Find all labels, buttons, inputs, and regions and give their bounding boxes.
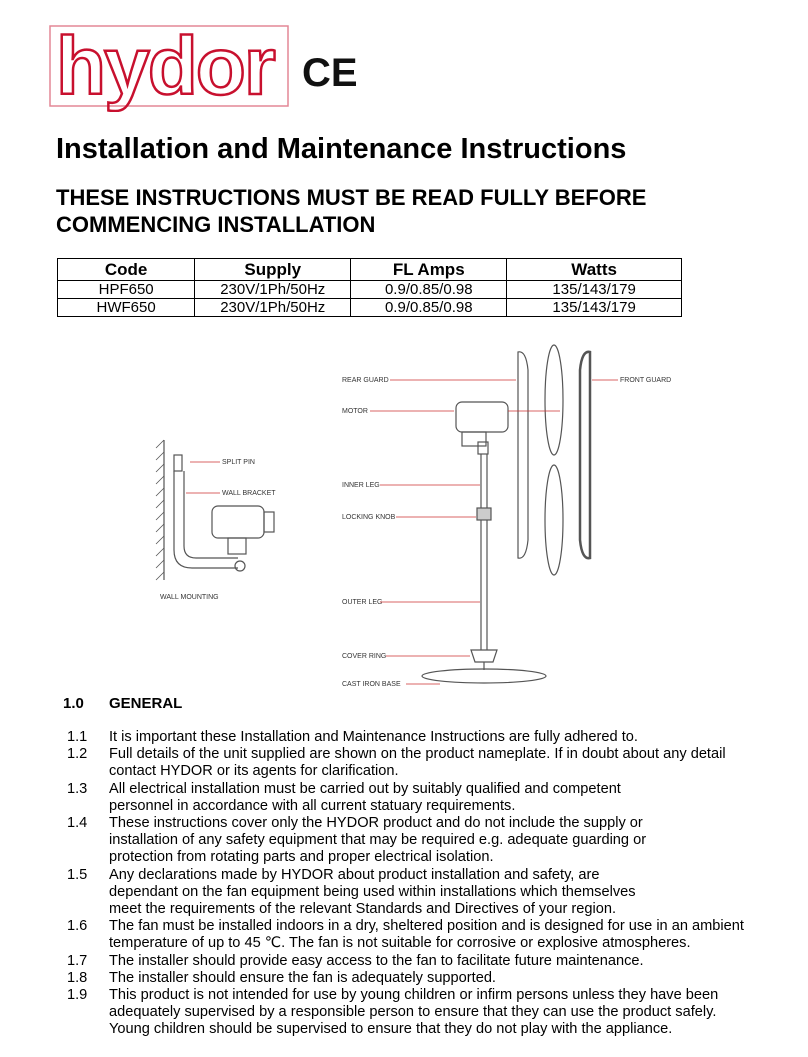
- cell-watts: 135/143/179: [507, 299, 682, 317]
- item-line: These instructions cover only the HYDOR product and do not include the supply or: [109, 815, 643, 832]
- item-line: dependant on the fan equipment being used within installations which themselves: [109, 883, 636, 900]
- subtitle-line-1: THESE INSTRUCTIONS MUST BE READ FULLY BEFORE: [56, 185, 647, 210]
- item-line: It is important these Installation and Maintenance Instructions are fully adhered to.: [109, 729, 638, 745]
- header-fl-amps: FL Amps: [351, 259, 507, 281]
- list-item: [63, 815, 803, 867]
- list-item: [63, 953, 803, 970]
- item-line: installation of any safety equipment that may be required e.g. adequate guarding or: [109, 832, 647, 849]
- item-number: 1.5: [67, 866, 88, 883]
- spec-table: [57, 258, 682, 317]
- hydor-logo: [48, 22, 388, 112]
- item-number: 1.9: [67, 987, 88, 1004]
- item-line: Any declarations made by HYDOR about product installation and safety, are: [109, 866, 600, 883]
- label-rear-guard: REAR GUARD: [342, 377, 389, 384]
- item-text: [109, 987, 803, 1039]
- item-text: [109, 918, 803, 952]
- label-motor: MOTOR: [342, 408, 368, 415]
- page-subtitle: [56, 184, 756, 238]
- header-supply: Supply: [195, 259, 351, 281]
- list-item: [63, 987, 803, 1039]
- item-line: All electrical installation must be carried out by suitably qualified and competent: [109, 780, 621, 797]
- item-line: This product is not intended for use by young children or infirm persons unless they have been: [109, 987, 719, 1004]
- item-text: [109, 746, 803, 780]
- item-number: 1.8: [67, 969, 88, 986]
- pedestal-fan-figure: [422, 345, 590, 683]
- item-text: [109, 729, 803, 746]
- label-cover-ring: COVER RING: [342, 653, 387, 660]
- item-line: contact HYDOR or its agents for clarification.: [109, 763, 399, 780]
- item-line: meet the requirements of the relevant Standards and Directives of your region.: [109, 901, 616, 918]
- label-split-pin: SPLIT PIN: [222, 459, 255, 466]
- cell-watts: 135/143/179: [507, 281, 682, 299]
- item-number: 1.4: [67, 815, 88, 832]
- logo-wordmark: hydor: [56, 22, 274, 112]
- item-text: [109, 781, 803, 815]
- item-number: 1.1: [67, 729, 88, 745]
- item-line: Young children should be supervised to ensure that they do not play with the appliance.: [109, 1021, 673, 1038]
- cell-fl-amps: 0.9/0.85/0.98: [351, 299, 507, 317]
- list-item: [63, 970, 803, 987]
- header-code: Code: [58, 259, 195, 281]
- fan-diagram: [150, 340, 710, 695]
- item-number: 1.2: [67, 746, 88, 763]
- label-wall-bracket: WALL BRACKET: [222, 490, 276, 497]
- item-text: [109, 970, 803, 987]
- item-number: 1.3: [67, 780, 88, 797]
- label-wall-mounting: WALL MOUNTING: [160, 594, 219, 601]
- section-number: 1.0: [63, 695, 84, 712]
- item-text: [109, 815, 803, 867]
- list-item: [63, 918, 803, 952]
- spec-table-header-row: [58, 259, 682, 281]
- item-line: temperature of up to 45 ℃. The fan is not suitable for corrosive or explosive atmospheres.: [109, 935, 691, 952]
- table-row: [58, 281, 682, 299]
- item-text: [109, 867, 803, 919]
- list-item: [63, 746, 803, 780]
- item-line: The installer should ensure the fan is adequately supported.: [109, 969, 496, 986]
- item-line: The fan must be installed indoors in a dry, sheltered position and is designed for use in an ambient: [109, 918, 744, 935]
- subtitle-line-2: COMMENCING INSTALLATION: [56, 212, 376, 237]
- label-locking-knob: LOCKING KNOB: [342, 514, 396, 521]
- wall-mounting-figure: [156, 440, 274, 580]
- cell-supply: 230V/1Ph/50Hz: [195, 299, 351, 317]
- ce-mark: CE: [302, 51, 358, 95]
- item-number: 1.7: [67, 952, 88, 969]
- item-text: [109, 953, 803, 970]
- cell-supply: 230V/1Ph/50Hz: [195, 281, 351, 299]
- item-line: The installer should provide easy access to the fan to facilitate future maintenance.: [109, 952, 644, 969]
- label-front-guard: FRONT GUARD: [620, 377, 672, 384]
- label-inner-leg: INNER LEG: [342, 482, 380, 489]
- label-outer-leg: OUTER LEG: [342, 599, 383, 606]
- cell-code: HWF650: [58, 299, 195, 317]
- section-items: [63, 729, 803, 1039]
- table-row: [58, 299, 682, 317]
- item-number: 1.6: [67, 918, 88, 935]
- list-item: [63, 781, 803, 815]
- item-line: Full details of the unit supplied are shown on the product nameplate. If in doubt about any detail: [109, 746, 726, 763]
- cell-fl-amps: 0.9/0.85/0.98: [351, 281, 507, 299]
- item-line: protection from rotating parts and proper electrical isolation.: [109, 849, 494, 866]
- list-item: [63, 729, 803, 746]
- section-heading: GENERAL: [109, 695, 183, 712]
- header-watts: Watts: [507, 259, 682, 281]
- item-line: adequately supervised by a responsible person to ensure that they can use the product safely.: [109, 1004, 717, 1021]
- page-title: Installation and Maintenance Instructions: [56, 133, 627, 165]
- cell-code: HPF650: [58, 281, 195, 299]
- label-cast-iron-base: CAST IRON BASE: [342, 681, 401, 688]
- item-line: personnel in accordance with all current statuary requirements.: [109, 797, 516, 814]
- list-item: [63, 867, 803, 919]
